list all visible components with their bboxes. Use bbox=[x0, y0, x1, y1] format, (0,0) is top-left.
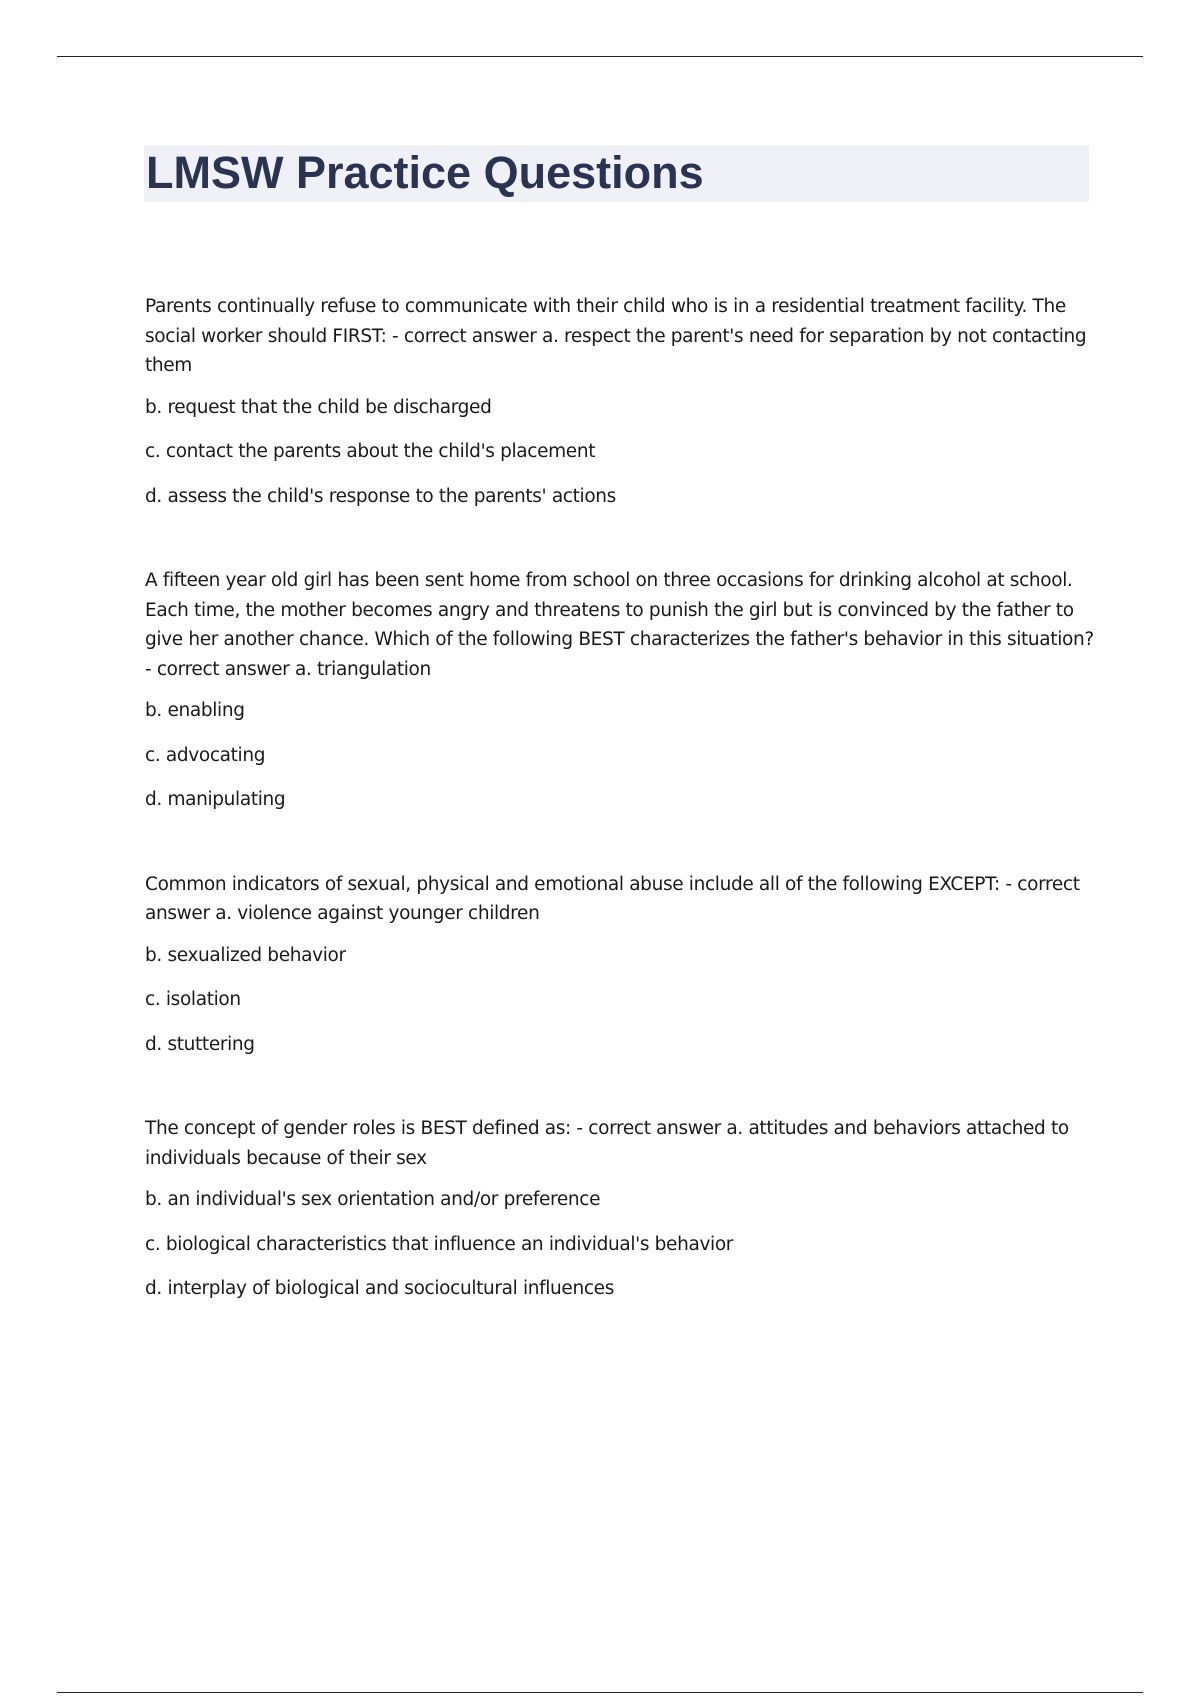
question-1-option-c: c. contact the parents about the child's placement bbox=[145, 441, 596, 462]
question-2-option-d: d. manipulating bbox=[145, 789, 286, 810]
question-2-stem: A fifteen year old girl has been sent home from school on three occasions for drinking alcohol at school. Each time, the mother becomes angry and threatens to punish the girl but is convinced by the father to give her another chance. Which of the following BEST characterizes the father's behavior in this situation? - correct answer a. triangulation bbox=[145, 570, 1094, 680]
question-3 bbox=[145, 870, 1097, 1060]
question-3-option-b: b. sexualized behavior bbox=[145, 944, 346, 966]
question-2-option-b: b. enabling bbox=[145, 700, 245, 721]
page-title: LMSW Practice Questions bbox=[146, 147, 704, 198]
footer-rule bbox=[57, 1692, 1143, 1693]
question-list bbox=[145, 292, 1097, 1359]
question-2-option-c: c. advocating bbox=[145, 744, 266, 766]
question-3-option-d: d. stuttering bbox=[145, 1033, 255, 1055]
question-4-stem: The concept of gender roles is BEST defined as: - correct answer a. attitudes and behaviors attached to individuals because of their sex bbox=[145, 1118, 1069, 1169]
question-3-stem: Common indicators of sexual, physical and emotional abuse include all of the following EXCEPT: - correct answer a. violence against younger children bbox=[145, 873, 1080, 924]
question-1-stem: Parents continually refuse to communicate with their child who is in a residential treatment facility. The social worker should FIRST: - correct answer a. respect the parent's need for separation by not contacting them bbox=[145, 296, 1087, 376]
header-rule bbox=[57, 56, 1143, 57]
question-3-option-c: c. isolation bbox=[145, 989, 241, 1010]
question-4-option-d: d. interplay of biological and sociocultural influences bbox=[145, 1278, 614, 1299]
question-1-option-d: d. assess the child's response to the parents' actions bbox=[145, 485, 616, 507]
question-4-option-b: b. an individual's sex orientation and/or preference bbox=[145, 1189, 601, 1210]
question-1 bbox=[145, 292, 1097, 511]
question-4 bbox=[145, 1114, 1097, 1304]
question-1-option-b: b. request that the child be discharged bbox=[145, 396, 492, 418]
question-2 bbox=[145, 566, 1097, 815]
question-4-option-c: c. biological characteristics that influence an individual's behavior bbox=[145, 1233, 734, 1255]
